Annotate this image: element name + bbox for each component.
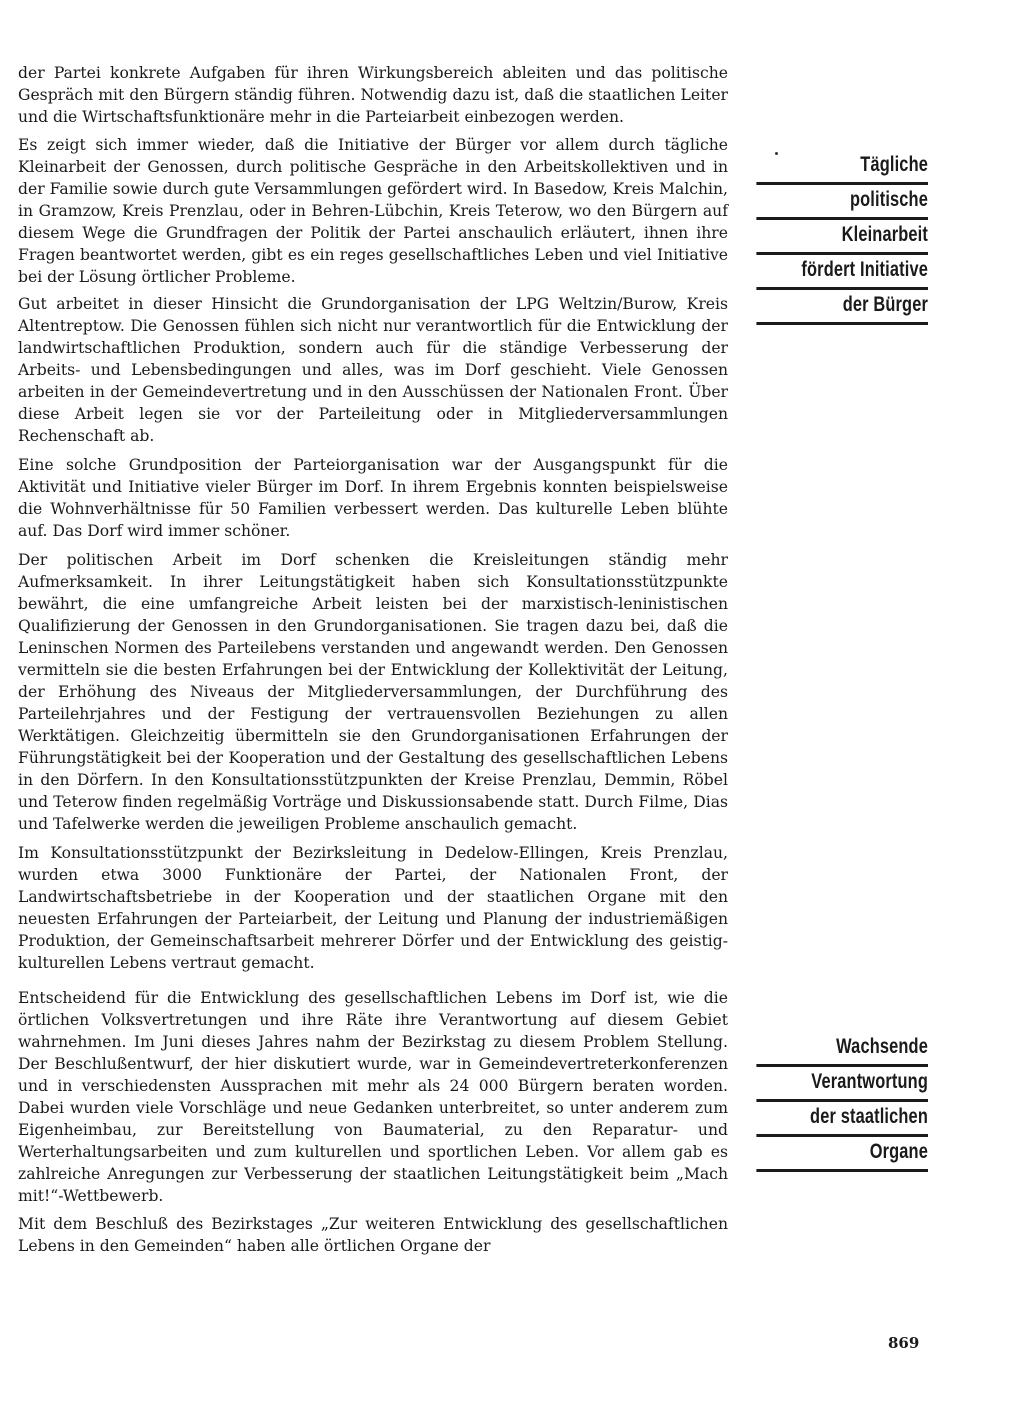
margin-heading-line: Verantwortung	[756, 1067, 928, 1102]
margin-heading-line: Kleinarbeit	[756, 220, 928, 255]
paragraph-7: Entscheidend für die Entwicklung des gesellschaftlichen Lebens im Dorf ist, wie die örtlichen Volksvertretungen und ihre Räte ihre Verantwortung auf diesem Gebiet wahrnehmen. Im Juni dieses Jahres nahm der Bezirkstag zu diesem Problem Stellung. Der Beschlußentwurf, der hier diskutiert wurde, war in Gemeindevertreterkonferenzen und in verschiedensten Aussprachen mit mehr als 24 000 Bürgern beraten worden. Dabei wurden viele Vorschläge und neue Gedanken unterbreitet, so unter anderem zum Eigenheimbau, zur Bereitstellung von Baumaterial, zu den Reparatur- und Werterhaltungsarbeiten und zum kulturellen und sportlichen Leben. Vor allem gab es zahlreiche Anregungen zur Verbesserung der staatlichen Leitungstätigkeit beim „Mach mit!“-Wettbewerb.	[18, 989, 728, 1205]
main-text-column	[18, 62, 728, 1264]
margin-heading-line: Wachsende	[756, 1032, 928, 1067]
margin-heading-line: der Bürger	[756, 290, 928, 325]
paragraph-3: Gut arbeitet in dieser Hinsicht die Grundorganisation der LPG Weltzin/Burow, Kreis Altentreptow. Die Genossen fühlen sich nicht nur verantwortlich für die Entwicklung der landwirtschaftlichen Produktion, sondern auch für die ständige Verbesserung der Arbeits- und Lebensbedingungen und alles, was im Dorf geschieht. Viele Genossen arbeiten in der Gemeindevertretung und in den Ausschüssen der Nationalen Front. Über diese Arbeit legen sie vor der Parteileitung oder in Mitgliederversammlungen Rechenschaft ab.	[18, 295, 728, 445]
margin-heading-line: Tägliche	[756, 150, 928, 185]
paragraph-4: Eine solche Grundposition der Parteiorganisation war der Ausgangspunkt für die Aktivität und Initiative vieler Bürger im Dorf. In ihrem Ergebnis konnten beispielsweise die Wohnverhältnisse für 50 Familien verbessert werden. Das kulturelle Leben blühte auf. Das Dorf wird immer schöner.	[18, 456, 728, 540]
paragraph-1: der Partei konkrete Aufgaben für ihren Wirkungsbereich ableiten und das politische Gespräch mit den Bürgern ständig führen. Notwendig dazu ist, daß die staatlichen Leiter und die Wirtschaftsfunktionäre mehr in die Parteiarbeit einbezogen werden.	[18, 64, 728, 126]
margin-heading-line: Organe	[756, 1137, 928, 1172]
margin-heading-responsibility	[756, 1032, 928, 1172]
margin-heading-line: politische	[756, 185, 928, 220]
page-number: 869	[888, 1334, 920, 1352]
paragraph-5: Der politischen Arbeit im Dorf schenken die Kreisleitungen ständig mehr Aufmerksamkeit. In ihrer Leitungstätigkeit haben sich Konsultationsstützpunkte bewährt, die eine umfangreiche Arbeit leisten bei der marxistisch-leninistischen Qualifizierung der Genossen in den Grundorganisationen. Sie tragen dazu bei, daß die Leninschen Normen des Parteilebens verstanden und angewandt werden. Den Genossen vermitteln sie die besten Erfahrungen bei der Entwicklung der Kollektivität der Leitung, der Erhöhung des Niveaus der Mitgliederversammlungen, der Durchführung des Parteilehrjahres und der Festigung der vertrauensvollen Beziehungen zu allen Werktätigen. Gleichzeitig übermitteln sie den Grundorganisationen Erfahrungen der Führungstätigkeit bei der Kooperation und der Gestaltung des gesellschaftlichen Lebens in den Dörfern. In den Konsultationsstützpunkten der Kreise Prenzlau, Demmin, Röbel und Teterow finden regelmäßig Vorträge und Diskussionsabende statt. Durch Filme, Dias und Tafelwerke werden die jeweiligen Probleme anschaulich gemacht.	[18, 551, 728, 833]
paragraph-8: Mit dem Beschluß des Bezirkstages „Zur weiteren Entwicklung des gesellschaftlichen Lebens in den Gemeinden“ haben alle örtlichen Organe der	[18, 1215, 728, 1255]
margin-heading-line: der staatlichen	[756, 1102, 928, 1137]
margin-heading-daily-work	[756, 150, 928, 325]
paragraph-6: Im Konsultationsstützpunkt der Bezirksleitung in Dedelow-Ellingen, Kreis Prenzlau, wurden etwa 3000 Funktionäre der Partei, der Nationalen Front, der Landwirtschaftsbetriebe in der Kooperation und der staatlichen Organe mit den neuesten Erfahrungen der Parteiarbeit, der Leitung und Planung der industriemäßigen Produktion, der Gemeinschaftsarbeit mehrerer Dörfer und der Entwicklung des geistig-kulturellen Lebens vertraut gemacht.	[18, 844, 728, 972]
paragraph-2: Es zeigt sich immer wieder, daß die Initiative der Bürger vor allem durch tägliche Kleinarbeit der Genossen, durch politische Gespräche in den Arbeitskollektiven und in der Familie sowie durch gute Versammlungen gefördert wird. In Basedow, Kreis Malchin, in Gramzow, Kreis Prenzlau, oder in Behren-Lübchin, Kreis Teterow, wo den Bürgern auf diesem Wege die Grundfragen der Politik der Partei anschaulich erläutert, ihnen ihre Fragen beantwortet werden, gibt es ein reges gesellschaftliches Leben und viel Initiative bei der Lösung örtlicher Probleme.	[18, 136, 728, 286]
margin-heading-line: fördert Initiative	[756, 255, 928, 290]
